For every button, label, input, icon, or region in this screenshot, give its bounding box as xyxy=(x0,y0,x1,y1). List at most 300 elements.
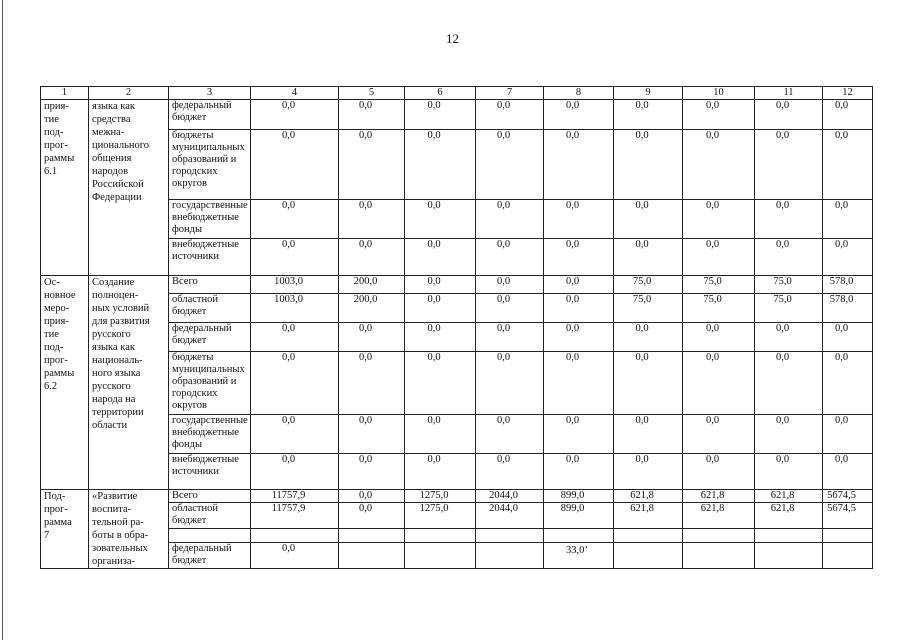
value-cell xyxy=(476,130,544,200)
activity-code-cell xyxy=(41,100,89,276)
value-cell xyxy=(755,543,823,569)
value-text: 0,0 xyxy=(496,100,511,111)
text-line: прог- xyxy=(44,355,68,366)
value-text: 0,0 xyxy=(281,100,296,111)
value-text: 0,0 xyxy=(427,200,441,211)
value-text: 0,0 xyxy=(496,454,511,465)
value-text: 2044,0 xyxy=(489,503,518,515)
header-row xyxy=(41,87,873,100)
text-line: 7 xyxy=(44,530,50,541)
value-cell xyxy=(544,130,614,200)
value-cell xyxy=(339,100,405,130)
value-text: 0,0 xyxy=(281,415,296,426)
value-text: 0,0 xyxy=(705,415,720,426)
value-text: 0,0 xyxy=(358,323,373,334)
text-line: националь- xyxy=(92,355,143,366)
page-number: 12 xyxy=(446,31,459,46)
text-line: фонды xyxy=(172,439,203,450)
value-cell xyxy=(339,352,405,415)
text-line: зовательных xyxy=(92,543,148,554)
value-text: 0,0 xyxy=(496,130,511,141)
value-text: 0,0 xyxy=(427,100,441,111)
value-cell xyxy=(755,454,823,490)
text-line: языка как xyxy=(92,101,135,112)
value-cell xyxy=(476,503,544,529)
budget-table xyxy=(40,86,873,569)
text-line: для развития xyxy=(92,316,150,327)
text-line: округов xyxy=(172,178,207,189)
value-text: 0,0 xyxy=(775,415,790,426)
activity-name-cell xyxy=(89,100,169,276)
value-cell xyxy=(251,239,339,276)
text-line: бюджет xyxy=(172,306,207,317)
funding-source-cell xyxy=(169,276,251,294)
text-line: области xyxy=(92,420,128,431)
value-cell xyxy=(251,490,339,503)
value-text: 0,0 xyxy=(281,200,296,211)
text-line: под- xyxy=(44,342,64,353)
value-cell xyxy=(251,454,339,490)
value-text: 0,0 xyxy=(635,323,649,334)
text-line: источники xyxy=(172,251,219,262)
value-cell xyxy=(405,415,476,454)
value-text: 0,0 xyxy=(565,294,580,305)
value-text: 0,0 xyxy=(775,130,790,141)
text-line: тие xyxy=(44,329,59,340)
text-line: областной xyxy=(172,503,218,515)
text-line: округов xyxy=(172,400,207,411)
handwritten-note: 33,0’ xyxy=(566,545,588,556)
value-text: 75,0 xyxy=(703,294,722,305)
value-cell xyxy=(683,239,755,276)
value-text: 0,0 xyxy=(281,323,296,334)
text-line: «Развитие xyxy=(92,491,138,502)
value-text: 0,0 xyxy=(834,454,849,465)
value-cell xyxy=(823,323,873,352)
value-cell xyxy=(405,503,476,529)
value-text: 578,0 xyxy=(829,276,854,287)
value-cell xyxy=(476,100,544,130)
value-cell xyxy=(476,543,544,569)
value-cell xyxy=(544,323,614,352)
value-text: 0,0 xyxy=(427,323,441,334)
column-header: 4 xyxy=(251,87,339,100)
value-cell xyxy=(405,200,476,239)
value-text: 0,0 xyxy=(565,100,580,111)
text-line: образований и xyxy=(172,154,237,165)
value-cell xyxy=(544,294,614,323)
text-line: раммы xyxy=(44,368,75,379)
text-line: средства xyxy=(92,114,131,125)
activity-name-cell xyxy=(89,490,169,569)
text-line: прия- xyxy=(44,316,69,327)
value-text: 0,0 xyxy=(635,454,649,465)
value-text: 0,0 xyxy=(565,276,580,287)
value-cell xyxy=(544,276,614,294)
funding-source-cell xyxy=(169,543,251,569)
value-text: 0,0 xyxy=(358,130,373,141)
text-line: русского xyxy=(92,381,131,392)
value-text: 0,0 xyxy=(775,100,790,111)
value-cell xyxy=(476,200,544,239)
value-cell xyxy=(476,352,544,415)
value-cell xyxy=(339,276,405,294)
value-cell xyxy=(755,352,823,415)
value-cell xyxy=(544,239,614,276)
value-text: 0,0 xyxy=(427,239,441,250)
text-line: источники xyxy=(172,466,219,477)
text-line: фонды xyxy=(172,224,203,235)
value-cell xyxy=(251,323,339,352)
text-line: городских xyxy=(172,166,218,177)
value-cell xyxy=(755,528,823,542)
value-text: 0,0 xyxy=(775,352,790,363)
text-line: Российской xyxy=(92,179,144,190)
text-line: меро- xyxy=(44,303,70,314)
value-text: 0,0 xyxy=(834,100,849,111)
table-row xyxy=(41,276,873,294)
value-text: 0,0 xyxy=(427,130,441,141)
column-header: 11 xyxy=(755,87,823,100)
value-cell xyxy=(251,352,339,415)
value-text: 0,0 xyxy=(281,352,296,363)
value-cell xyxy=(683,323,755,352)
value-cell xyxy=(614,200,683,239)
value-cell xyxy=(251,294,339,323)
value-text: 0,0 xyxy=(427,276,441,287)
value-text: 0,0 xyxy=(834,130,849,141)
value-cell xyxy=(823,503,873,529)
value-text: 0,0 xyxy=(565,200,580,211)
text-line: воспита- xyxy=(92,504,132,515)
column-header: 1 xyxy=(41,87,89,100)
text-line: государственные xyxy=(172,415,248,426)
value-text: 0,0 xyxy=(565,454,580,465)
value-text: 0,0 xyxy=(496,415,511,426)
column-header: 7 xyxy=(476,87,544,100)
funding-source-cell xyxy=(169,323,251,352)
value-cell xyxy=(251,503,339,529)
value-cell xyxy=(544,490,614,503)
value-cell xyxy=(755,200,823,239)
text-line: бюджет xyxy=(172,515,207,527)
value-text: 0,0 xyxy=(496,239,511,250)
value-text: 0,0 xyxy=(281,454,296,465)
value-cell xyxy=(251,100,339,130)
value-text: 1003,0 xyxy=(274,276,303,287)
value-cell xyxy=(251,415,339,454)
value-cell xyxy=(544,200,614,239)
value-text: 0,0 xyxy=(775,200,790,211)
value-text: 0,0 xyxy=(281,543,296,555)
text-line: прия- xyxy=(44,101,69,112)
value-cell xyxy=(405,543,476,569)
table-row xyxy=(41,490,873,503)
value-cell xyxy=(614,323,683,352)
value-text: 0,0 xyxy=(565,323,580,334)
activity-code-cell xyxy=(41,276,89,490)
text-line: федеральный xyxy=(172,323,232,334)
value-text: 621,8 xyxy=(630,490,654,501)
value-cell xyxy=(823,294,873,323)
column-header: 6 xyxy=(405,87,476,100)
value-cell xyxy=(405,294,476,323)
value-text: 0,0 xyxy=(358,239,373,250)
value-cell xyxy=(476,490,544,503)
value-cell xyxy=(614,415,683,454)
value-text: 5674,5 xyxy=(827,490,856,501)
value-cell xyxy=(614,276,683,294)
funding-source-cell xyxy=(169,294,251,323)
text-line: народов xyxy=(92,166,129,177)
value-cell xyxy=(683,503,755,529)
value-text: 0,0 xyxy=(565,415,580,426)
value-cell xyxy=(755,294,823,323)
value-text: 899,0 xyxy=(560,490,585,501)
value-text: 621,8 xyxy=(770,503,795,515)
value-cell xyxy=(683,415,755,454)
value-cell xyxy=(614,454,683,490)
value-cell xyxy=(339,503,405,529)
value-cell xyxy=(683,130,755,200)
funding-source-cell xyxy=(169,239,251,276)
value-cell xyxy=(755,239,823,276)
value-cell xyxy=(405,130,476,200)
value-cell xyxy=(683,490,755,503)
text-line: муниципальных xyxy=(172,364,245,375)
activity-code-cell xyxy=(41,490,89,569)
value-cell xyxy=(476,415,544,454)
text-line: новное xyxy=(44,290,76,301)
value-text: 75,0 xyxy=(773,276,792,287)
value-text: 0,0 xyxy=(834,415,849,426)
value-text: 11757,9 xyxy=(271,503,306,515)
value-cell xyxy=(755,503,823,529)
text-line: под- xyxy=(44,127,64,138)
value-text: 0,0 xyxy=(496,200,511,211)
text-line: внебюджетные xyxy=(172,427,239,438)
value-text: 0,0 xyxy=(775,454,790,465)
text-line: бюджеты xyxy=(172,352,214,363)
value-text: 1275,0 xyxy=(419,490,449,501)
value-text: 0,0 xyxy=(834,352,849,363)
funding-source-cell xyxy=(169,100,251,130)
value-text: 0,0 xyxy=(635,239,649,250)
value-cell xyxy=(614,239,683,276)
value-cell xyxy=(339,294,405,323)
funding-source-cell xyxy=(169,200,251,239)
value-cell xyxy=(405,352,476,415)
text-line: общения xyxy=(92,153,132,164)
value-cell xyxy=(251,130,339,200)
value-cell xyxy=(251,528,339,542)
text-line: рамма xyxy=(44,517,72,528)
value-text: 0,0 xyxy=(565,130,580,141)
text-line: муниципальных xyxy=(172,142,245,153)
value-cell xyxy=(683,528,755,542)
value-cell xyxy=(544,352,614,415)
value-text: 75,0 xyxy=(632,294,652,305)
value-cell xyxy=(614,528,683,542)
value-text: 0,0 xyxy=(565,352,580,363)
value-cell xyxy=(683,352,755,415)
value-text: 75,0 xyxy=(773,294,792,305)
value-cell xyxy=(339,323,405,352)
value-text: 0,0 xyxy=(496,323,511,334)
value-cell xyxy=(476,294,544,323)
value-text: 75,0 xyxy=(703,276,722,287)
column-header: 5 xyxy=(339,87,405,100)
value-cell xyxy=(339,130,405,200)
text-line: 6.1 xyxy=(44,166,58,177)
funding-source-cell xyxy=(169,352,251,415)
value-cell xyxy=(476,276,544,294)
text-line: Под- xyxy=(44,491,66,502)
value-cell xyxy=(614,490,683,503)
activity-name-cell xyxy=(89,276,169,490)
value-text: 0,0 xyxy=(705,130,720,141)
text-line: полноцен- xyxy=(92,290,139,301)
text-line: прог- xyxy=(44,140,68,151)
text-line: внебюджетные xyxy=(172,454,239,465)
value-cell xyxy=(755,490,823,503)
value-cell xyxy=(339,543,405,569)
value-text: 0,0 xyxy=(834,239,849,250)
text-line: внебюджетные xyxy=(172,239,239,250)
value-cell xyxy=(544,528,614,542)
text-line: прог- xyxy=(44,504,68,515)
value-text: 0,0 xyxy=(358,454,373,465)
value-cell xyxy=(405,276,476,294)
funding-source-cell xyxy=(169,415,251,454)
value-text: 0,0 xyxy=(496,294,511,305)
value-cell xyxy=(251,276,339,294)
text-line: территории xyxy=(92,407,144,418)
text-line: образований и xyxy=(172,376,237,387)
value-text: 0,0 xyxy=(281,130,296,141)
text-line: городских xyxy=(172,388,218,399)
value-cell xyxy=(339,239,405,276)
page-left-border xyxy=(2,0,3,640)
value-cell xyxy=(823,352,873,415)
text-line: языка как xyxy=(92,342,135,353)
value-text: 0,0 xyxy=(496,276,511,287)
value-cell xyxy=(476,239,544,276)
value-text: 200,0 xyxy=(353,276,378,287)
text-line: народа на xyxy=(92,394,136,405)
value-cell xyxy=(683,454,755,490)
column-header: 8 xyxy=(544,87,614,100)
value-text: 0,0 xyxy=(358,100,373,111)
value-cell xyxy=(251,200,339,239)
table-body xyxy=(41,87,873,569)
text-line: ного языка xyxy=(92,368,141,379)
text-line: Ос- xyxy=(44,277,60,288)
value-cell xyxy=(614,294,683,323)
value-text: 0,0 xyxy=(427,454,441,465)
value-cell xyxy=(251,543,339,569)
value-cell xyxy=(614,503,683,529)
value-cell xyxy=(755,323,823,352)
value-text: 1275,0 xyxy=(419,503,449,515)
value-text: 0,0 xyxy=(705,200,720,211)
value-cell xyxy=(405,528,476,542)
value-cell xyxy=(405,454,476,490)
funding-source-cell xyxy=(169,490,251,503)
value-text: 0,0 xyxy=(705,352,720,363)
value-cell xyxy=(544,415,614,454)
funding-source-cell xyxy=(169,528,251,542)
text-line: Создание xyxy=(92,277,135,288)
text-line: бюджет xyxy=(172,555,207,567)
value-cell xyxy=(755,415,823,454)
value-text: 0,0 xyxy=(834,200,849,211)
value-cell xyxy=(683,200,755,239)
value-cell xyxy=(823,276,873,294)
value-cell xyxy=(823,200,873,239)
value-cell xyxy=(405,490,476,503)
value-cell xyxy=(339,415,405,454)
value-cell xyxy=(339,528,405,542)
value-text: 0,0 xyxy=(705,323,720,334)
value-cell xyxy=(405,323,476,352)
value-text: 621,8 xyxy=(700,490,725,501)
value-cell xyxy=(823,100,873,130)
value-cell xyxy=(614,100,683,130)
value-cell xyxy=(823,543,873,569)
text-line: Федерации xyxy=(92,192,142,203)
value-text: 75,0 xyxy=(632,276,652,287)
value-text: 0,0 xyxy=(427,294,441,305)
text-line: внебюджетные xyxy=(172,212,239,223)
value-text: 0,0 xyxy=(635,200,649,211)
text-line: областной xyxy=(172,294,218,305)
text-line: 6.2 xyxy=(44,381,58,392)
value-text: 0,0 xyxy=(358,352,373,363)
value-text: 0,0 xyxy=(358,503,373,515)
value-cell xyxy=(339,454,405,490)
value-text: 578,0 xyxy=(829,294,854,305)
value-text: 0,0 xyxy=(635,130,649,141)
value-cell xyxy=(614,352,683,415)
value-text: 0,0 xyxy=(427,415,441,426)
value-text: 621,8 xyxy=(700,503,725,515)
text-line: боты в обра- xyxy=(92,530,149,541)
text-line: тие xyxy=(44,114,59,125)
value-text: 0,0 xyxy=(705,454,720,465)
value-text: 0,0 xyxy=(635,352,649,363)
value-text: 621,8 xyxy=(770,490,795,501)
text-line: русского xyxy=(92,329,131,340)
value-text: 5674,5 xyxy=(827,503,856,515)
text-line: бюджеты xyxy=(172,130,214,141)
text-line: ционального xyxy=(92,140,150,151)
text-line: Всего xyxy=(172,490,198,501)
value-text: 0,0 xyxy=(565,239,580,250)
value-text: 0,0 xyxy=(775,323,790,334)
text-line: организа- xyxy=(92,556,136,567)
text-line: тельной ра- xyxy=(92,517,144,528)
value-text: 0,0 xyxy=(427,352,441,363)
value-text: 0,0 xyxy=(635,100,649,111)
column-header: 10 xyxy=(683,87,755,100)
value-cell xyxy=(683,276,755,294)
value-text: 0,0 xyxy=(358,415,373,426)
value-cell xyxy=(544,454,614,490)
value-text: 0,0 xyxy=(775,239,790,250)
value-cell xyxy=(823,490,873,503)
column-header: 9 xyxy=(614,87,683,100)
